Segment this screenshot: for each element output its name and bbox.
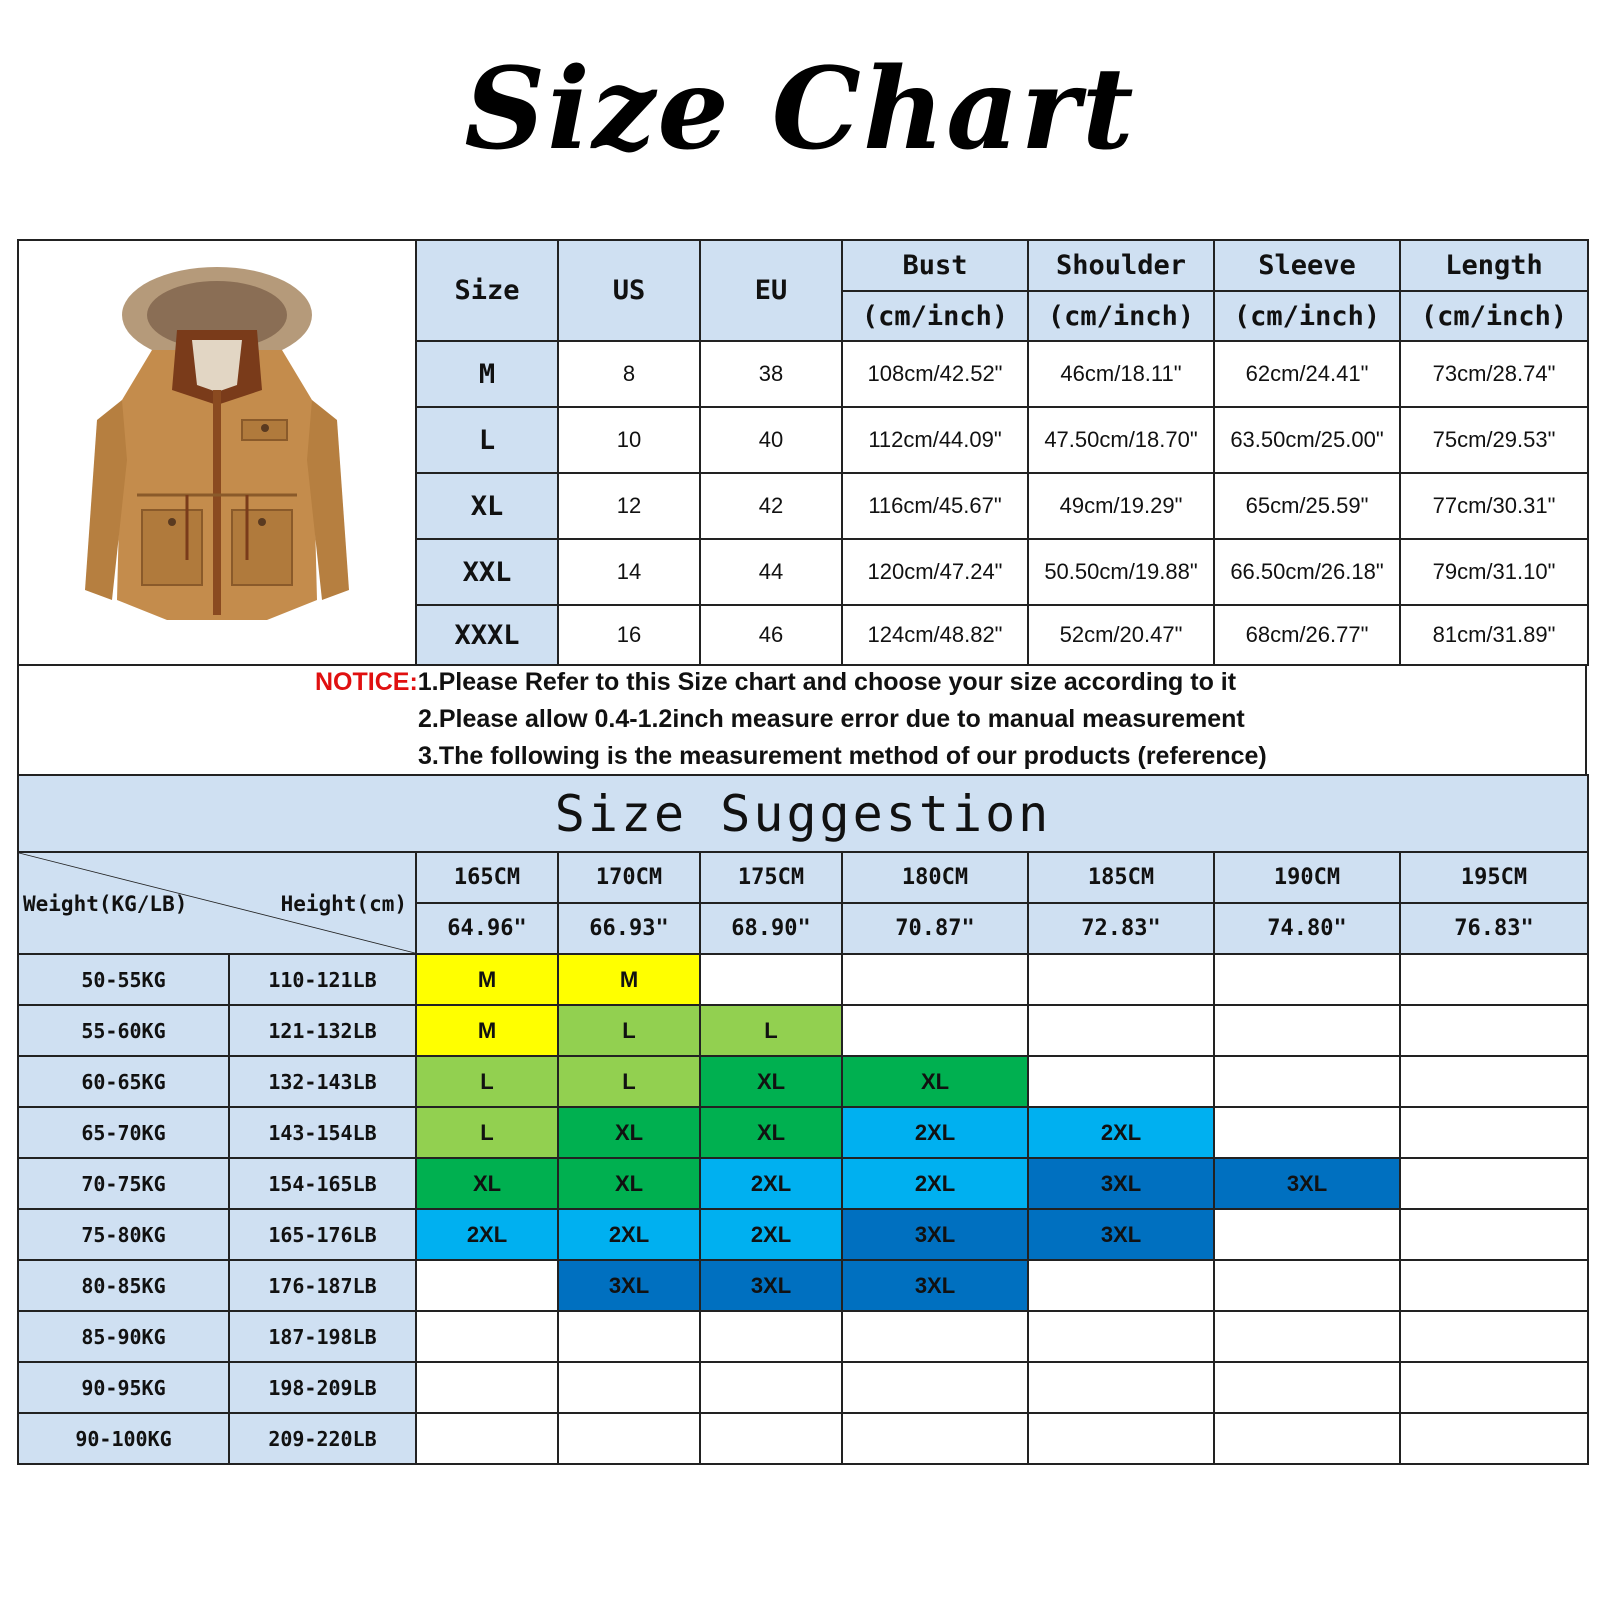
weight-kg-cell: 60-65KG xyxy=(18,1056,229,1107)
size-suggestion-cell xyxy=(842,954,1028,1005)
size-suggestion-cell xyxy=(1400,1209,1588,1260)
notice-line-1 xyxy=(315,668,1236,697)
table-row xyxy=(18,1158,1588,1209)
weight-kg-cell: 90-100KG xyxy=(18,1413,229,1464)
weight-kg-cell: 90-95KG xyxy=(18,1362,229,1413)
size-suggestion-cell: L xyxy=(558,1056,700,1107)
size-suggestion-cell xyxy=(1028,1005,1214,1056)
weight-kg-cell: 65-70KG xyxy=(18,1107,229,1158)
size-cell: M xyxy=(416,341,558,407)
size-cell: L xyxy=(416,407,558,473)
table-row xyxy=(18,1107,1588,1158)
size-suggestion-cell xyxy=(1214,1209,1400,1260)
size-suggestion-cell: M xyxy=(416,954,558,1005)
size-suggestion-cell xyxy=(842,1362,1028,1413)
size-suggestion-cell: M xyxy=(416,1005,558,1056)
bust-cell: 120cm/47.24" xyxy=(842,539,1028,605)
size-suggestion-cell xyxy=(700,1362,842,1413)
shoulder-cell: 50.50cm/19.88" xyxy=(1028,539,1214,605)
height-cm-header: 170CM xyxy=(558,852,700,903)
size-suggestion-cell: XL xyxy=(842,1056,1028,1107)
height-inch-header: 72.83" xyxy=(1028,903,1214,954)
size-suggestion-cell xyxy=(842,1413,1028,1464)
height-inch-header: 70.87" xyxy=(842,903,1028,954)
length-cell: 79cm/31.10" xyxy=(1400,539,1588,605)
bust-cell: 108cm/42.52" xyxy=(842,341,1028,407)
size-suggestion-cell: XL xyxy=(700,1107,842,1158)
header-eu: EU xyxy=(700,240,842,341)
length-cell: 73cm/28.74" xyxy=(1400,341,1588,407)
size-suggestion-cell: XL xyxy=(700,1056,842,1107)
size-suggestion-table xyxy=(17,774,1589,1465)
table-row xyxy=(18,1413,1588,1464)
size-suggestion-cell xyxy=(1214,1260,1400,1311)
sleeve-cell: 66.50cm/26.18" xyxy=(1214,539,1400,605)
sleeve-cell: 68cm/26.77" xyxy=(1214,605,1400,665)
size-suggestion-cell xyxy=(1400,1362,1588,1413)
bust-cell: 112cm/44.09" xyxy=(842,407,1028,473)
height-inch-header: 76.83" xyxy=(1400,903,1588,954)
table-row xyxy=(18,1209,1588,1260)
suggestion-title: Size Suggestion xyxy=(18,775,1588,852)
size-suggestion-cell xyxy=(558,1311,700,1362)
eu-cell: 40 xyxy=(700,407,842,473)
table-row xyxy=(18,1005,1588,1056)
header-bust: Bust xyxy=(842,240,1028,291)
corner-header xyxy=(18,852,416,954)
height-cm-header: 195CM xyxy=(1400,852,1588,903)
size-suggestion-cell xyxy=(558,1362,700,1413)
size-cell: XL xyxy=(416,473,558,539)
table-row xyxy=(18,1056,1588,1107)
table-row xyxy=(18,954,1588,1005)
weight-lb-cell: 132-143LB xyxy=(229,1056,416,1107)
size-suggestion-cell: 2XL xyxy=(1028,1107,1214,1158)
size-suggestion-cell: 2XL xyxy=(842,1107,1028,1158)
size-suggestion-cell: XL xyxy=(558,1107,700,1158)
length-cell: 75cm/29.53" xyxy=(1400,407,1588,473)
header-unit: (cm/inch) xyxy=(1400,291,1588,341)
header-unit: (cm/inch) xyxy=(842,291,1028,341)
weight-lb-cell: 198-209LB xyxy=(229,1362,416,1413)
shoulder-cell: 47.50cm/18.70" xyxy=(1028,407,1214,473)
us-cell: 14 xyxy=(558,539,700,605)
size-suggestion-cell xyxy=(1028,1056,1214,1107)
weight-kg-cell: 85-90KG xyxy=(18,1311,229,1362)
size-suggestion-cell xyxy=(700,954,842,1005)
bust-cell: 124cm/48.82" xyxy=(842,605,1028,665)
weight-lb-cell: 154-165LB xyxy=(229,1158,416,1209)
size-suggestion-cell xyxy=(1028,1413,1214,1464)
header-us: US xyxy=(558,240,700,341)
size-suggestion-cell xyxy=(1400,1056,1588,1107)
size-suggestion-cell xyxy=(1400,1311,1588,1362)
size-suggestion-cell xyxy=(1400,1260,1588,1311)
page-title: Size Chart xyxy=(464,44,1136,175)
size-suggestion-cell xyxy=(1400,1005,1588,1056)
notice-line-2: 2.Please allow 0.4-1.2inch measure error due to manual measurement xyxy=(418,705,1245,733)
weight-lb-cell: 209-220LB xyxy=(229,1413,416,1464)
size-suggestion-cell: XL xyxy=(416,1158,558,1209)
size-suggestion-cell xyxy=(1214,1056,1400,1107)
size-suggestion-cell: 2XL xyxy=(700,1158,842,1209)
height-inch-header: 74.80" xyxy=(1214,903,1400,954)
shoulder-cell: 49cm/19.29" xyxy=(1028,473,1214,539)
size-suggestion-cell: 3XL xyxy=(842,1260,1028,1311)
weight-lb-cell: 121-132LB xyxy=(229,1005,416,1056)
jacket-icon xyxy=(67,260,367,640)
size-suggestion-cell: 3XL xyxy=(1028,1158,1214,1209)
size-suggestion-cell xyxy=(700,1311,842,1362)
height-inch-header: 66.93" xyxy=(558,903,700,954)
size-suggestion-cell: 2XL xyxy=(700,1209,842,1260)
weight-lb-cell: 176-187LB xyxy=(229,1260,416,1311)
table-row xyxy=(18,1260,1588,1311)
size-suggestion-cell xyxy=(842,1005,1028,1056)
height-inch-header: 64.96" xyxy=(416,903,558,954)
notice-text-1: 1.Please Refer to this Size chart and choose your size according to it xyxy=(417,668,1237,696)
us-cell: 16 xyxy=(558,605,700,665)
eu-cell: 46 xyxy=(700,605,842,665)
eu-cell: 44 xyxy=(700,539,842,605)
size-suggestion-cell xyxy=(416,1413,558,1464)
us-cell: 10 xyxy=(558,407,700,473)
length-cell: 81cm/31.89" xyxy=(1400,605,1588,665)
size-suggestion-cell xyxy=(842,1311,1028,1362)
height-cm-header: 185CM xyxy=(1028,852,1214,903)
header-size: Size xyxy=(416,240,558,341)
size-suggestion-cell: 3XL xyxy=(1028,1209,1214,1260)
size-suggestion-cell xyxy=(1028,1311,1214,1362)
header-unit: (cm/inch) xyxy=(1028,291,1214,341)
size-suggestion-cell: 3XL xyxy=(700,1260,842,1311)
bust-cell: 116cm/45.67" xyxy=(842,473,1028,539)
us-cell: 8 xyxy=(558,341,700,407)
size-suggestion-cell xyxy=(558,1413,700,1464)
size-suggestion-cell xyxy=(1214,954,1400,1005)
size-cell: XXXL xyxy=(416,605,558,665)
header-length: Length xyxy=(1400,240,1588,291)
size-suggestion-cell xyxy=(1214,1362,1400,1413)
size-suggestion-cell: 2XL xyxy=(842,1158,1028,1209)
notice-line-3: 3.The following is the measurement method of our products (reference) xyxy=(418,742,1267,770)
length-cell: 77cm/30.31" xyxy=(1400,473,1588,539)
size-suggestion-cell xyxy=(700,1413,842,1464)
header-unit: (cm/inch) xyxy=(1214,291,1400,341)
size-suggestion-cell: 3XL xyxy=(1214,1158,1400,1209)
weight-lb-cell: 187-198LB xyxy=(229,1311,416,1362)
height-label: Height(cm) xyxy=(280,892,407,916)
size-suggestion-cell xyxy=(1214,1311,1400,1362)
height-cm-header: 180CM xyxy=(842,852,1028,903)
size-cell: XXL xyxy=(416,539,558,605)
weight-lb-cell: 165-176LB xyxy=(229,1209,416,1260)
size-suggestion-cell: 3XL xyxy=(558,1260,700,1311)
table-row xyxy=(18,1362,1588,1413)
height-cm-header: 190CM xyxy=(1214,852,1400,903)
weight-kg-cell: 70-75KG xyxy=(18,1158,229,1209)
weight-label: Weight(KG/LB) xyxy=(23,892,188,916)
size-suggestion-cell xyxy=(416,1362,558,1413)
size-suggestion-cell: L xyxy=(700,1005,842,1056)
weight-kg-cell: 75-80KG xyxy=(18,1209,229,1260)
weight-kg-cell: 55-60KG xyxy=(18,1005,229,1056)
notice-box xyxy=(17,664,1587,774)
table-row xyxy=(18,1311,1588,1362)
size-suggestion-cell: XL xyxy=(558,1158,700,1209)
sleeve-cell: 65cm/25.59" xyxy=(1214,473,1400,539)
size-suggestion-cell: L xyxy=(416,1107,558,1158)
size-suggestion-cell xyxy=(1214,1005,1400,1056)
height-inch-header: 68.90" xyxy=(700,903,842,954)
measurement-table xyxy=(17,239,1589,666)
size-suggestion-cell xyxy=(1028,1260,1214,1311)
product-image xyxy=(18,240,416,665)
size-suggestion-cell: 2XL xyxy=(416,1209,558,1260)
size-suggestion-cell xyxy=(1028,954,1214,1005)
sleeve-cell: 62cm/24.41" xyxy=(1214,341,1400,407)
size-suggestion-cell xyxy=(1400,1413,1588,1464)
eu-cell: 42 xyxy=(700,473,842,539)
size-suggestion-cell xyxy=(1400,1158,1588,1209)
sleeve-cell: 63.50cm/25.00" xyxy=(1214,407,1400,473)
shoulder-cell: 52cm/20.47" xyxy=(1028,605,1214,665)
weight-lb-cell: 110-121LB xyxy=(229,954,416,1005)
height-cm-header: 165CM xyxy=(416,852,558,903)
weight-lb-cell: 143-154LB xyxy=(229,1107,416,1158)
size-suggestion-cell: 3XL xyxy=(842,1209,1028,1260)
size-suggestion-cell xyxy=(1214,1413,1400,1464)
notice-label: NOTICE: xyxy=(315,668,418,696)
us-cell: 12 xyxy=(558,473,700,539)
header-sleeve: Sleeve xyxy=(1214,240,1400,291)
size-suggestion-cell: L xyxy=(558,1005,700,1056)
height-cm-header: 175CM xyxy=(700,852,842,903)
size-suggestion-cell: L xyxy=(416,1056,558,1107)
size-suggestion-cell: 2XL xyxy=(558,1209,700,1260)
shoulder-cell: 46cm/18.11" xyxy=(1028,341,1214,407)
weight-kg-cell: 80-85KG xyxy=(18,1260,229,1311)
size-suggestion-cell: M xyxy=(558,954,700,1005)
size-suggestion-cell xyxy=(1400,1107,1588,1158)
size-suggestion-cell xyxy=(1400,954,1588,1005)
weight-kg-cell: 50-55KG xyxy=(18,954,229,1005)
size-suggestion-cell xyxy=(416,1260,558,1311)
header-shoulder: Shoulder xyxy=(1028,240,1214,291)
eu-cell: 38 xyxy=(700,341,842,407)
size-suggestion-cell xyxy=(1028,1362,1214,1413)
size-suggestion-cell xyxy=(1214,1107,1400,1158)
size-suggestion-cell xyxy=(416,1311,558,1362)
